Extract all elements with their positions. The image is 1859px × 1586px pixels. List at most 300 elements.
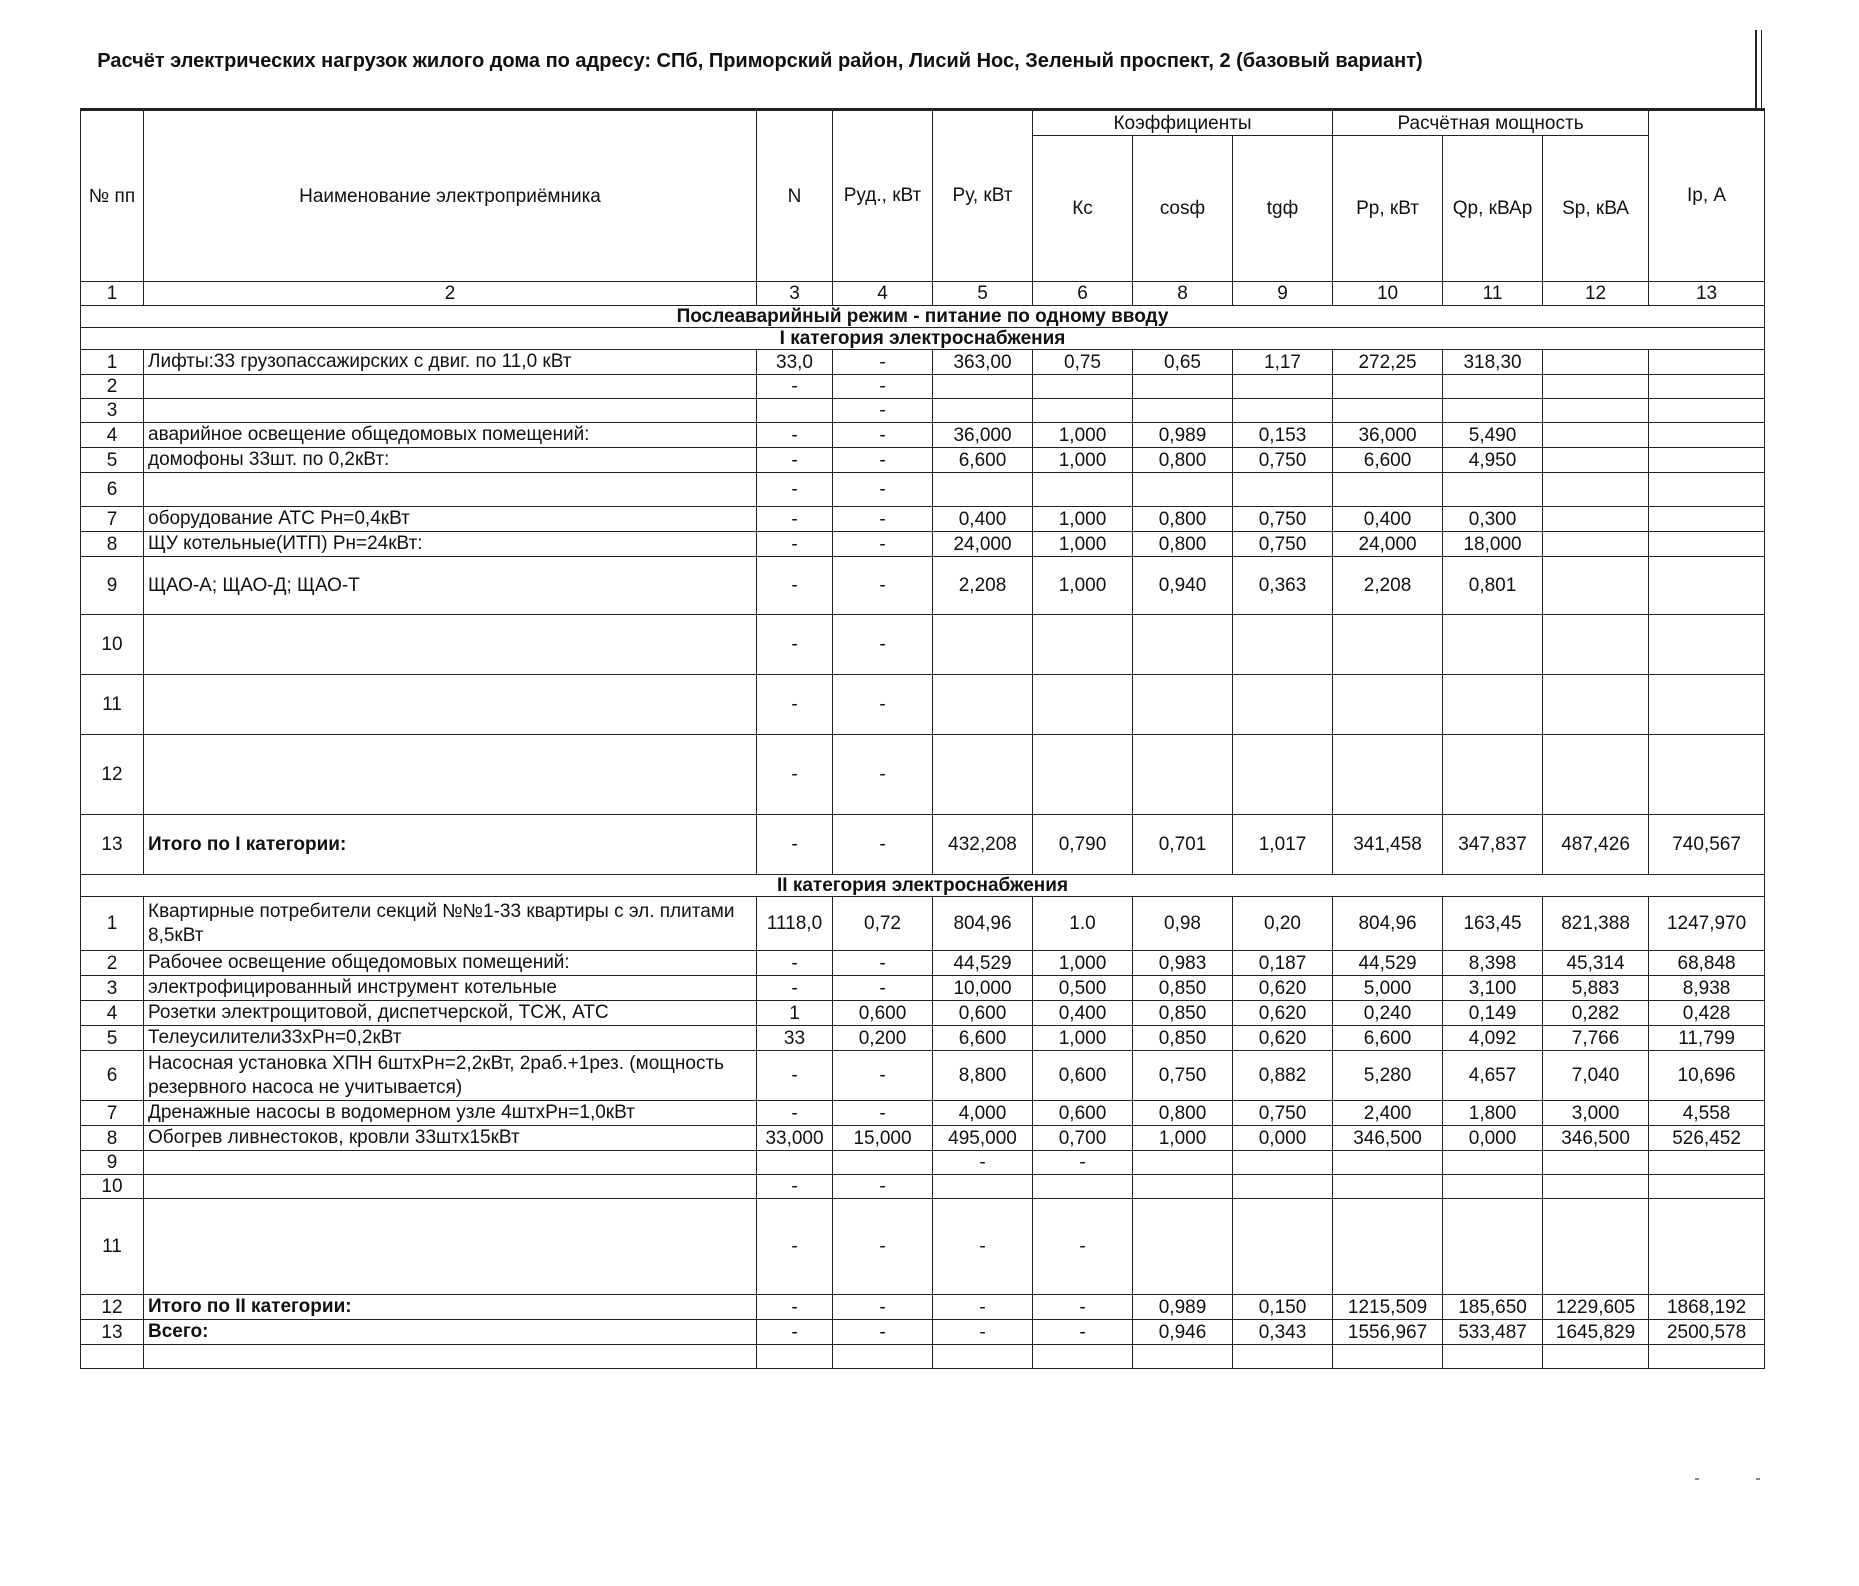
table-row [81, 473, 1765, 507]
table-cell: 33 [757, 1026, 833, 1051]
table-cell [1033, 615, 1133, 675]
table-cell: 0,850 [1133, 976, 1233, 1001]
table-cell [1649, 448, 1765, 473]
table-row [81, 1151, 1765, 1175]
table-cell: 11,799 [1649, 1026, 1765, 1051]
table-cell: - [757, 1101, 833, 1126]
table-cell: - [757, 532, 833, 557]
table-cell: 8 [81, 1126, 144, 1151]
column-number: 11 [1443, 282, 1543, 306]
table-cell [757, 1151, 833, 1175]
table-cell [1649, 615, 1765, 675]
column-number: 9 [1233, 282, 1333, 306]
table-cell: 1,000 [1033, 532, 1133, 557]
table-cell [1443, 1199, 1543, 1295]
table-cell: 5 [81, 1026, 144, 1051]
table-cell [1133, 375, 1233, 399]
table-cell: 44,529 [933, 951, 1033, 976]
table-cell: - [933, 1320, 1033, 1345]
empty-cell [933, 1345, 1033, 1369]
scan-artifact [1695, 1478, 1699, 1480]
table-cell [1033, 675, 1133, 735]
table-cell: 8,398 [1443, 951, 1543, 976]
table-cell: 4 [81, 423, 144, 448]
table-cell: 36,000 [933, 423, 1033, 448]
row-name-cell [144, 1199, 757, 1295]
load-calculation-table [80, 108, 1765, 1369]
column-number: 5 [933, 282, 1033, 306]
table-body [81, 306, 1765, 1369]
table-cell [1443, 375, 1543, 399]
table-cell: - [757, 1295, 833, 1320]
table-cell: - [833, 675, 933, 735]
table-cell: 0,600 [1033, 1051, 1133, 1101]
table-cell [1333, 1199, 1443, 1295]
table-cell: - [833, 473, 933, 507]
table-cell: 0,800 [1133, 507, 1233, 532]
category-1-heading [81, 328, 1765, 350]
table-row [81, 1295, 1765, 1320]
table-cell: - [757, 615, 833, 675]
table-cell: 33,000 [757, 1126, 833, 1151]
table-cell [1649, 507, 1765, 532]
table-cell: 0,149 [1443, 1001, 1543, 1026]
table-cell: 7,040 [1543, 1051, 1649, 1101]
table-cell: - [757, 423, 833, 448]
table-cell: 4,092 [1443, 1026, 1543, 1051]
row-name-cell [144, 1175, 757, 1199]
table-cell [1333, 399, 1443, 423]
table-cell [933, 1175, 1033, 1199]
table-cell: 0,187 [1233, 951, 1333, 976]
table-cell: 0,850 [1133, 1026, 1233, 1051]
table-cell: - [757, 815, 833, 875]
table-row [81, 1051, 1765, 1101]
table-cell: - [757, 507, 833, 532]
table-cell: - [833, 350, 933, 375]
table-cell: 4,558 [1649, 1101, 1765, 1126]
table-cell [1649, 1175, 1765, 1199]
table-cell [1649, 735, 1765, 815]
table-cell: 0,65 [1133, 350, 1233, 375]
row-name-cell: Насосная установка ХПН 6штхРн=2,2кВт, 2раб.+1рез. (мощность резервного насоса не учитывается) [144, 1051, 757, 1101]
table-cell: 5,883 [1543, 976, 1649, 1001]
table-cell: - [757, 1320, 833, 1345]
table-cell: 2 [81, 951, 144, 976]
table-row [81, 532, 1765, 557]
table-cell: 5,490 [1443, 423, 1543, 448]
table-cell: 6,600 [933, 1026, 1033, 1051]
table-row [81, 815, 1765, 875]
table-cell: - [833, 532, 933, 557]
table-cell: 12 [81, 1295, 144, 1320]
table-cell: 2,208 [933, 557, 1033, 615]
empty-cell [144, 1345, 757, 1369]
table-cell [1649, 675, 1765, 735]
table-cell [1443, 1175, 1543, 1199]
table-cell: 3,100 [1443, 976, 1543, 1001]
table-cell: 0,600 [833, 1001, 933, 1026]
table-cell: 1229,605 [1543, 1295, 1649, 1320]
table-cell: 533,487 [1443, 1320, 1543, 1345]
table-cell: 1,000 [1033, 507, 1133, 532]
table-cell: 45,314 [1543, 951, 1649, 976]
table-cell: 24,000 [933, 532, 1033, 557]
table-row [81, 897, 1765, 951]
table-cell: - [757, 448, 833, 473]
table-cell: 10 [81, 615, 144, 675]
row-name-cell: домофоны 33шт. по 0,2кВт: [144, 448, 757, 473]
table-cell: 1 [81, 897, 144, 951]
table-cell: - [833, 1320, 933, 1345]
table-cell [933, 399, 1033, 423]
table-cell [1133, 1199, 1233, 1295]
row-name-cell [144, 399, 757, 423]
table-cell: 0,800 [1133, 532, 1233, 557]
row-name-cell [144, 473, 757, 507]
table-cell: 0,620 [1233, 1026, 1333, 1051]
table-cell: 5,000 [1333, 976, 1443, 1001]
table-cell: 7 [81, 1101, 144, 1126]
table-cell: 2,400 [1333, 1101, 1443, 1126]
table-cell: 0,72 [833, 897, 933, 951]
col-header-name: Наименование электроприёмника [144, 110, 757, 282]
table-cell: 36,000 [1333, 423, 1443, 448]
scan-artifact [1756, 1478, 1760, 1480]
sheet-border-rule [1755, 30, 1757, 110]
table-cell [1333, 1175, 1443, 1199]
table-cell: 12 [81, 735, 144, 815]
table-cell: - [757, 735, 833, 815]
table-cell: 0,153 [1233, 423, 1333, 448]
table-cell: 7,766 [1543, 1026, 1649, 1051]
table-cell: 0,800 [1133, 448, 1233, 473]
table-cell: 1118,0 [757, 897, 833, 951]
empty-cell [1133, 1345, 1233, 1369]
empty-cell [757, 1345, 833, 1369]
row-name-cell: Квартирные потребители секций №№1-33 квартиры с эл. плитами 8,5кВт [144, 897, 757, 951]
col-header-ip: Iр, А [1649, 110, 1765, 282]
table-cell [1333, 735, 1443, 815]
table-cell: - [833, 375, 933, 399]
table-cell [1233, 473, 1333, 507]
table-cell: 821,388 [1543, 897, 1649, 951]
table-cell [1233, 735, 1333, 815]
table-cell: 44,529 [1333, 951, 1443, 976]
sheet-border-rule [1761, 30, 1762, 110]
table-cell [1033, 1175, 1133, 1199]
table-cell: 8 [81, 532, 144, 557]
table-cell [1033, 399, 1133, 423]
empty-cell [833, 1345, 933, 1369]
table-cell [1649, 557, 1765, 615]
table-cell [1133, 399, 1233, 423]
table-cell: 9 [81, 1151, 144, 1175]
table-cell [1543, 1199, 1649, 1295]
table-cell: 0,750 [1133, 1051, 1233, 1101]
table-cell: 6,600 [1333, 448, 1443, 473]
table-cell: 740,567 [1649, 815, 1765, 875]
table-cell: - [933, 1295, 1033, 1320]
table-cell: - [933, 1151, 1033, 1175]
table-cell: 3 [81, 399, 144, 423]
table-cell: 1645,829 [1543, 1320, 1649, 1345]
table-cell: 6,600 [933, 448, 1033, 473]
table-cell [1649, 375, 1765, 399]
table-cell [1033, 375, 1133, 399]
page-title: Расчёт электрических нагрузок жилого дома по адресу: СПб, Приморский район, Лисий Нос, Зеленый проспект, 2 (базовый вариант) [97, 50, 1423, 72]
table-cell: 0,882 [1233, 1051, 1333, 1101]
row-name-cell [144, 615, 757, 675]
row-name-cell [144, 375, 757, 399]
row-name-cell: ЩУ котельные(ИТП) Рн=24кВт: [144, 532, 757, 557]
row-name-cell: ЩАО-А; ЩАО-Д; ЩАО-Т [144, 557, 757, 615]
table-cell [1233, 1151, 1333, 1175]
table-cell [1649, 350, 1765, 375]
table-cell [1333, 615, 1443, 675]
table-cell [1649, 532, 1765, 557]
table-cell: 0,98 [1133, 897, 1233, 951]
table-cell: 1,000 [1033, 1026, 1133, 1051]
table-cell: - [833, 448, 933, 473]
table-cell: 3,000 [1543, 1101, 1649, 1126]
table-row [81, 976, 1765, 1001]
table-cell [933, 735, 1033, 815]
row-name-cell: Дренажные насосы в водомерном узле 4штхРн=1,0кВт [144, 1101, 757, 1126]
row-name-cell: Лифты:33 грузопассажирских с двиг. по 11,0 кВт [144, 350, 757, 375]
table-cell: 0,946 [1133, 1320, 1233, 1345]
table-cell: 0,850 [1133, 1001, 1233, 1026]
table-cell: 432,208 [933, 815, 1033, 875]
table-cell: 0,800 [1133, 1101, 1233, 1126]
table-row [81, 675, 1765, 735]
category-2-heading-label: II категория электроснабжения [81, 875, 1765, 897]
row-name-cell: Всего: [144, 1320, 757, 1345]
mode-heading [81, 306, 1765, 328]
table-cell: 0,000 [1233, 1126, 1333, 1151]
col-header-sp: Sр, кВА [1543, 136, 1649, 282]
table-cell: - [833, 1051, 933, 1101]
table-cell: 0,282 [1543, 1001, 1649, 1026]
table-cell: 1,800 [1443, 1101, 1543, 1126]
table-cell [1233, 1199, 1333, 1295]
table-cell: 5,280 [1333, 1051, 1443, 1101]
table-cell: 0,150 [1233, 1295, 1333, 1320]
table-cell: - [1033, 1295, 1133, 1320]
table-cell: 68,848 [1649, 951, 1765, 976]
table-cell: 0,750 [1233, 448, 1333, 473]
table-cell: 0,600 [933, 1001, 1033, 1026]
col-header-qp: Qр, кВАр [1443, 136, 1543, 282]
empty-cell [1443, 1345, 1543, 1369]
column-number: 8 [1133, 282, 1233, 306]
table-cell: 1,000 [1033, 557, 1133, 615]
table-cell: 0,400 [1333, 507, 1443, 532]
table-cell: - [933, 1199, 1033, 1295]
empty-cell [1233, 1345, 1333, 1369]
table-cell: 1,000 [1133, 1126, 1233, 1151]
row-name-cell [144, 1151, 757, 1175]
table-cell [1543, 1175, 1649, 1199]
table-cell: 526,452 [1649, 1126, 1765, 1151]
empty-cell [1033, 1345, 1133, 1369]
table-cell [1543, 423, 1649, 448]
table-cell: 0,989 [1133, 423, 1233, 448]
table-cell [1543, 557, 1649, 615]
table-cell: - [1033, 1320, 1133, 1345]
table-cell: 0,000 [1443, 1126, 1543, 1151]
table-cell: - [833, 615, 933, 675]
table-cell: 18,000 [1443, 532, 1543, 557]
row-name-cell: аварийное освещение общедомовых помещений: [144, 423, 757, 448]
empty-cell [1333, 1345, 1443, 1369]
table-cell: 6 [81, 473, 144, 507]
col-header-no: № пп [81, 110, 144, 282]
table-cell [1233, 399, 1333, 423]
category-2-heading [81, 875, 1765, 897]
table-cell [1033, 473, 1133, 507]
table-cell [1133, 1151, 1233, 1175]
table-cell: 15,000 [833, 1126, 933, 1151]
table-cell [1543, 448, 1649, 473]
column-number: 2 [144, 282, 757, 306]
table-cell: 1556,967 [1333, 1320, 1443, 1345]
column-number: 13 [1649, 282, 1765, 306]
table-cell: - [757, 976, 833, 1001]
table-cell: 1,000 [1033, 423, 1133, 448]
table-cell: 0,750 [1233, 1101, 1333, 1126]
table-cell: 6,600 [1333, 1026, 1443, 1051]
table-cell: 0,300 [1443, 507, 1543, 532]
table-cell: 9 [81, 557, 144, 615]
table-cell: - [757, 473, 833, 507]
table-cell [1443, 615, 1543, 675]
table-cell [1233, 675, 1333, 735]
table-cell: 6 [81, 1051, 144, 1101]
table-cell [1443, 473, 1543, 507]
row-name-cell: электрофицированный инструмент котельные [144, 976, 757, 1001]
table-cell: 11 [81, 675, 144, 735]
table-row [81, 615, 1765, 675]
table-cell: 1 [81, 350, 144, 375]
table-cell: 341,458 [1333, 815, 1443, 875]
table-cell: 163,45 [1443, 897, 1543, 951]
table-cell [933, 473, 1033, 507]
table-cell: 0,20 [1233, 897, 1333, 951]
table-cell: 4,950 [1443, 448, 1543, 473]
table-cell [1543, 615, 1649, 675]
table-cell: - [757, 1175, 833, 1199]
table-row [81, 1001, 1765, 1026]
group-header-coefficients: Коэффициенты [1033, 110, 1333, 136]
table-cell [1649, 1199, 1765, 1295]
table-cell: 804,96 [933, 897, 1033, 951]
table-row [81, 375, 1765, 399]
table-cell: 0,701 [1133, 815, 1233, 875]
table-cell: - [757, 1199, 833, 1295]
table-cell [1543, 350, 1649, 375]
table-cell [1133, 735, 1233, 815]
table-cell: 0,400 [1033, 1001, 1133, 1026]
table-cell: 0,428 [1649, 1001, 1765, 1026]
table-cell: 0,801 [1443, 557, 1543, 615]
table-cell: 4 [81, 1001, 144, 1026]
table-cell: 346,500 [1543, 1126, 1649, 1151]
table-cell [1333, 675, 1443, 735]
table-row [81, 350, 1765, 375]
table-cell: 2,208 [1333, 557, 1443, 615]
table-cell [1443, 735, 1543, 815]
table-cell [933, 375, 1033, 399]
table-cell [1133, 1175, 1233, 1199]
table-cell [1543, 735, 1649, 815]
table-cell [1333, 473, 1443, 507]
table-cell: 1247,970 [1649, 897, 1765, 951]
table-cell: 5 [81, 448, 144, 473]
table-cell [1333, 375, 1443, 399]
column-number: 1 [81, 282, 144, 306]
table-cell: 0,983 [1133, 951, 1233, 976]
table-row [81, 1026, 1765, 1051]
empty-cell [1649, 1345, 1765, 1369]
table-cell: 0,700 [1033, 1126, 1133, 1151]
table-cell [1333, 1151, 1443, 1175]
table-cell: 272,25 [1333, 350, 1443, 375]
table-cell: 346,500 [1333, 1126, 1443, 1151]
table-cell: 1 [757, 1001, 833, 1026]
table-cell [1543, 375, 1649, 399]
table-row [81, 448, 1765, 473]
table-cell [1543, 1151, 1649, 1175]
table-cell: 33,0 [757, 350, 833, 375]
table-cell [1649, 1151, 1765, 1175]
table-cell [1649, 473, 1765, 507]
mode-heading-label: Послеаварийный режим - питание по одному вводу [81, 306, 1765, 328]
table-cell: 3 [81, 976, 144, 1001]
table-cell: 185,650 [1443, 1295, 1543, 1320]
table-cell: 11 [81, 1199, 144, 1295]
table-cell [1033, 735, 1133, 815]
table-cell [757, 399, 833, 423]
table-cell [1649, 423, 1765, 448]
table-cell [833, 1151, 933, 1175]
table-cell: 347,837 [1443, 815, 1543, 875]
column-number: 12 [1543, 282, 1649, 306]
row-name-cell: оборудование АТС Рн=0,4кВт [144, 507, 757, 532]
table-cell [1543, 675, 1649, 735]
table-cell [1543, 532, 1649, 557]
table-cell [1233, 375, 1333, 399]
row-name-cell: Телеусилители33хРн=0,2кВт [144, 1026, 757, 1051]
table-cell: 0,940 [1133, 557, 1233, 615]
table-cell: - [833, 1175, 933, 1199]
table-cell: 10,000 [933, 976, 1033, 1001]
table-cell: - [833, 399, 933, 423]
table-cell [1133, 473, 1233, 507]
table-row [81, 507, 1765, 532]
column-number: 6 [1033, 282, 1133, 306]
col-header-ru: Ру, кВт [933, 110, 1033, 282]
table-cell: - [833, 423, 933, 448]
table-cell: - [833, 1199, 933, 1295]
table-row [81, 399, 1765, 423]
table-cell: 0,500 [1033, 976, 1133, 1001]
col-header-pp: Рр, кВт [1333, 136, 1443, 282]
table-row [81, 1320, 1765, 1345]
table-cell: 1215,509 [1333, 1295, 1443, 1320]
table-cell: - [833, 951, 933, 976]
table-cell: 1,000 [1033, 951, 1133, 976]
